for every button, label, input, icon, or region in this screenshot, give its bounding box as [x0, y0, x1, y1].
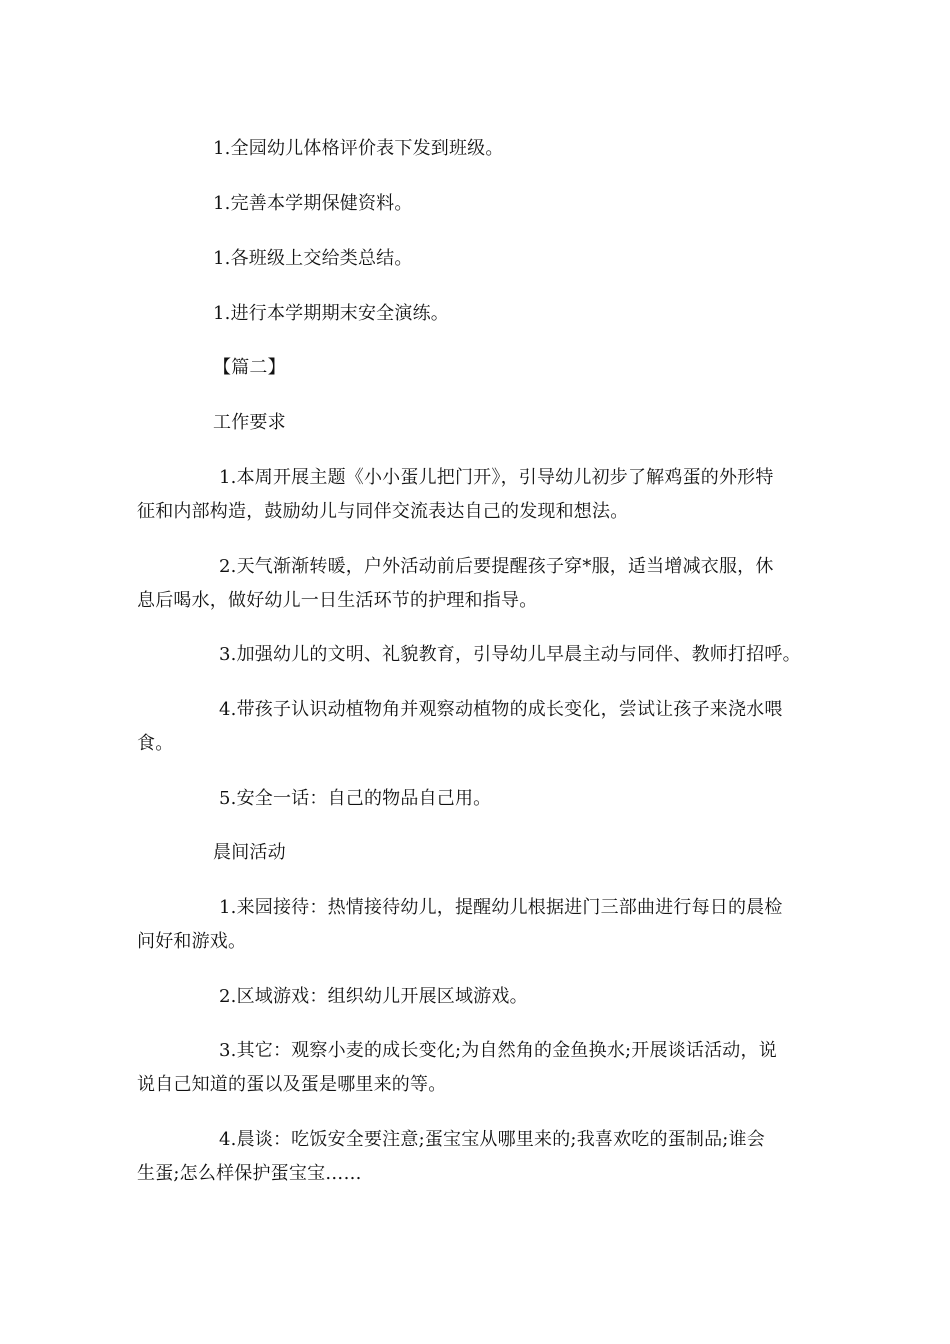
morning-item-1-line-2: 问好和游戏。 [137, 931, 247, 952]
morning-item-1-line-1: 1.来园接待：热情接待幼儿，提醒幼儿根据进门三部曲进行每日的晨检 [219, 897, 783, 918]
work-item-2-line-2: 息后喝水，做好幼儿一日生活环节的护理和指导。 [137, 590, 538, 611]
morning-item-2-line-1: 2.区域游戏：组织幼儿开展区域游戏。 [219, 986, 528, 1007]
work-item-1-line-1: 1.本周开展主题《小小蛋儿把门开》，引导幼儿初步了解鸡蛋的外形特 [219, 467, 774, 488]
work-item-5-line-1: 5.安全一话：自己的物品自己用。 [219, 788, 492, 809]
intro-item-2: 1.完善本学期保健资料。 [213, 193, 413, 214]
morning-item-4-line-1: 4.晨谈：吃饭安全要注意;蛋宝宝从哪里来的;我喜欢吃的蛋制品;谁会 [219, 1129, 765, 1150]
work-item-3-line-1: 3.加强幼儿的文明、礼貌教育，引导幼儿早晨主动与同伴、教师打招呼。 [219, 644, 801, 665]
work-item-4-line-2: 食。 [137, 733, 174, 754]
morning-item-4-line-2: 生蛋;怎么样保护蛋宝宝…… [137, 1163, 362, 1184]
intro-item-3: 1.各班级上交给类总结。 [213, 248, 413, 269]
intro-item-4: 1.进行本学期期末安全演练。 [213, 303, 449, 324]
work-item-2-line-1: 2.天气渐渐转暖，户外活动前后要提醒孩子穿*服，适当增减衣服，休 [219, 556, 774, 577]
work-requirements-heading: 工作要求 [213, 412, 286, 433]
morning-item-3-line-1: 3.其它：观察小麦的成长变化;为自然角的金鱼换水;开展谈话活动，说 [219, 1040, 777, 1061]
intro-item-1: 1.全园幼儿体格评价表下发到班级。 [213, 138, 504, 159]
work-item-4-line-1: 4.带孩子认识动植物角并观察动植物的成长变化，尝试让孩子来浇水喂 [219, 699, 783, 720]
morning-item-3-line-2: 说自己知道的蛋以及蛋是哪里来的等。 [137, 1074, 447, 1095]
work-item-1-line-2: 征和内部构造，鼓励幼儿与同伴交流表达自己的发现和想法。 [137, 501, 629, 522]
morning-activities-heading: 晨间活动 [213, 842, 286, 863]
section-title: 【篇二】 [213, 357, 286, 378]
